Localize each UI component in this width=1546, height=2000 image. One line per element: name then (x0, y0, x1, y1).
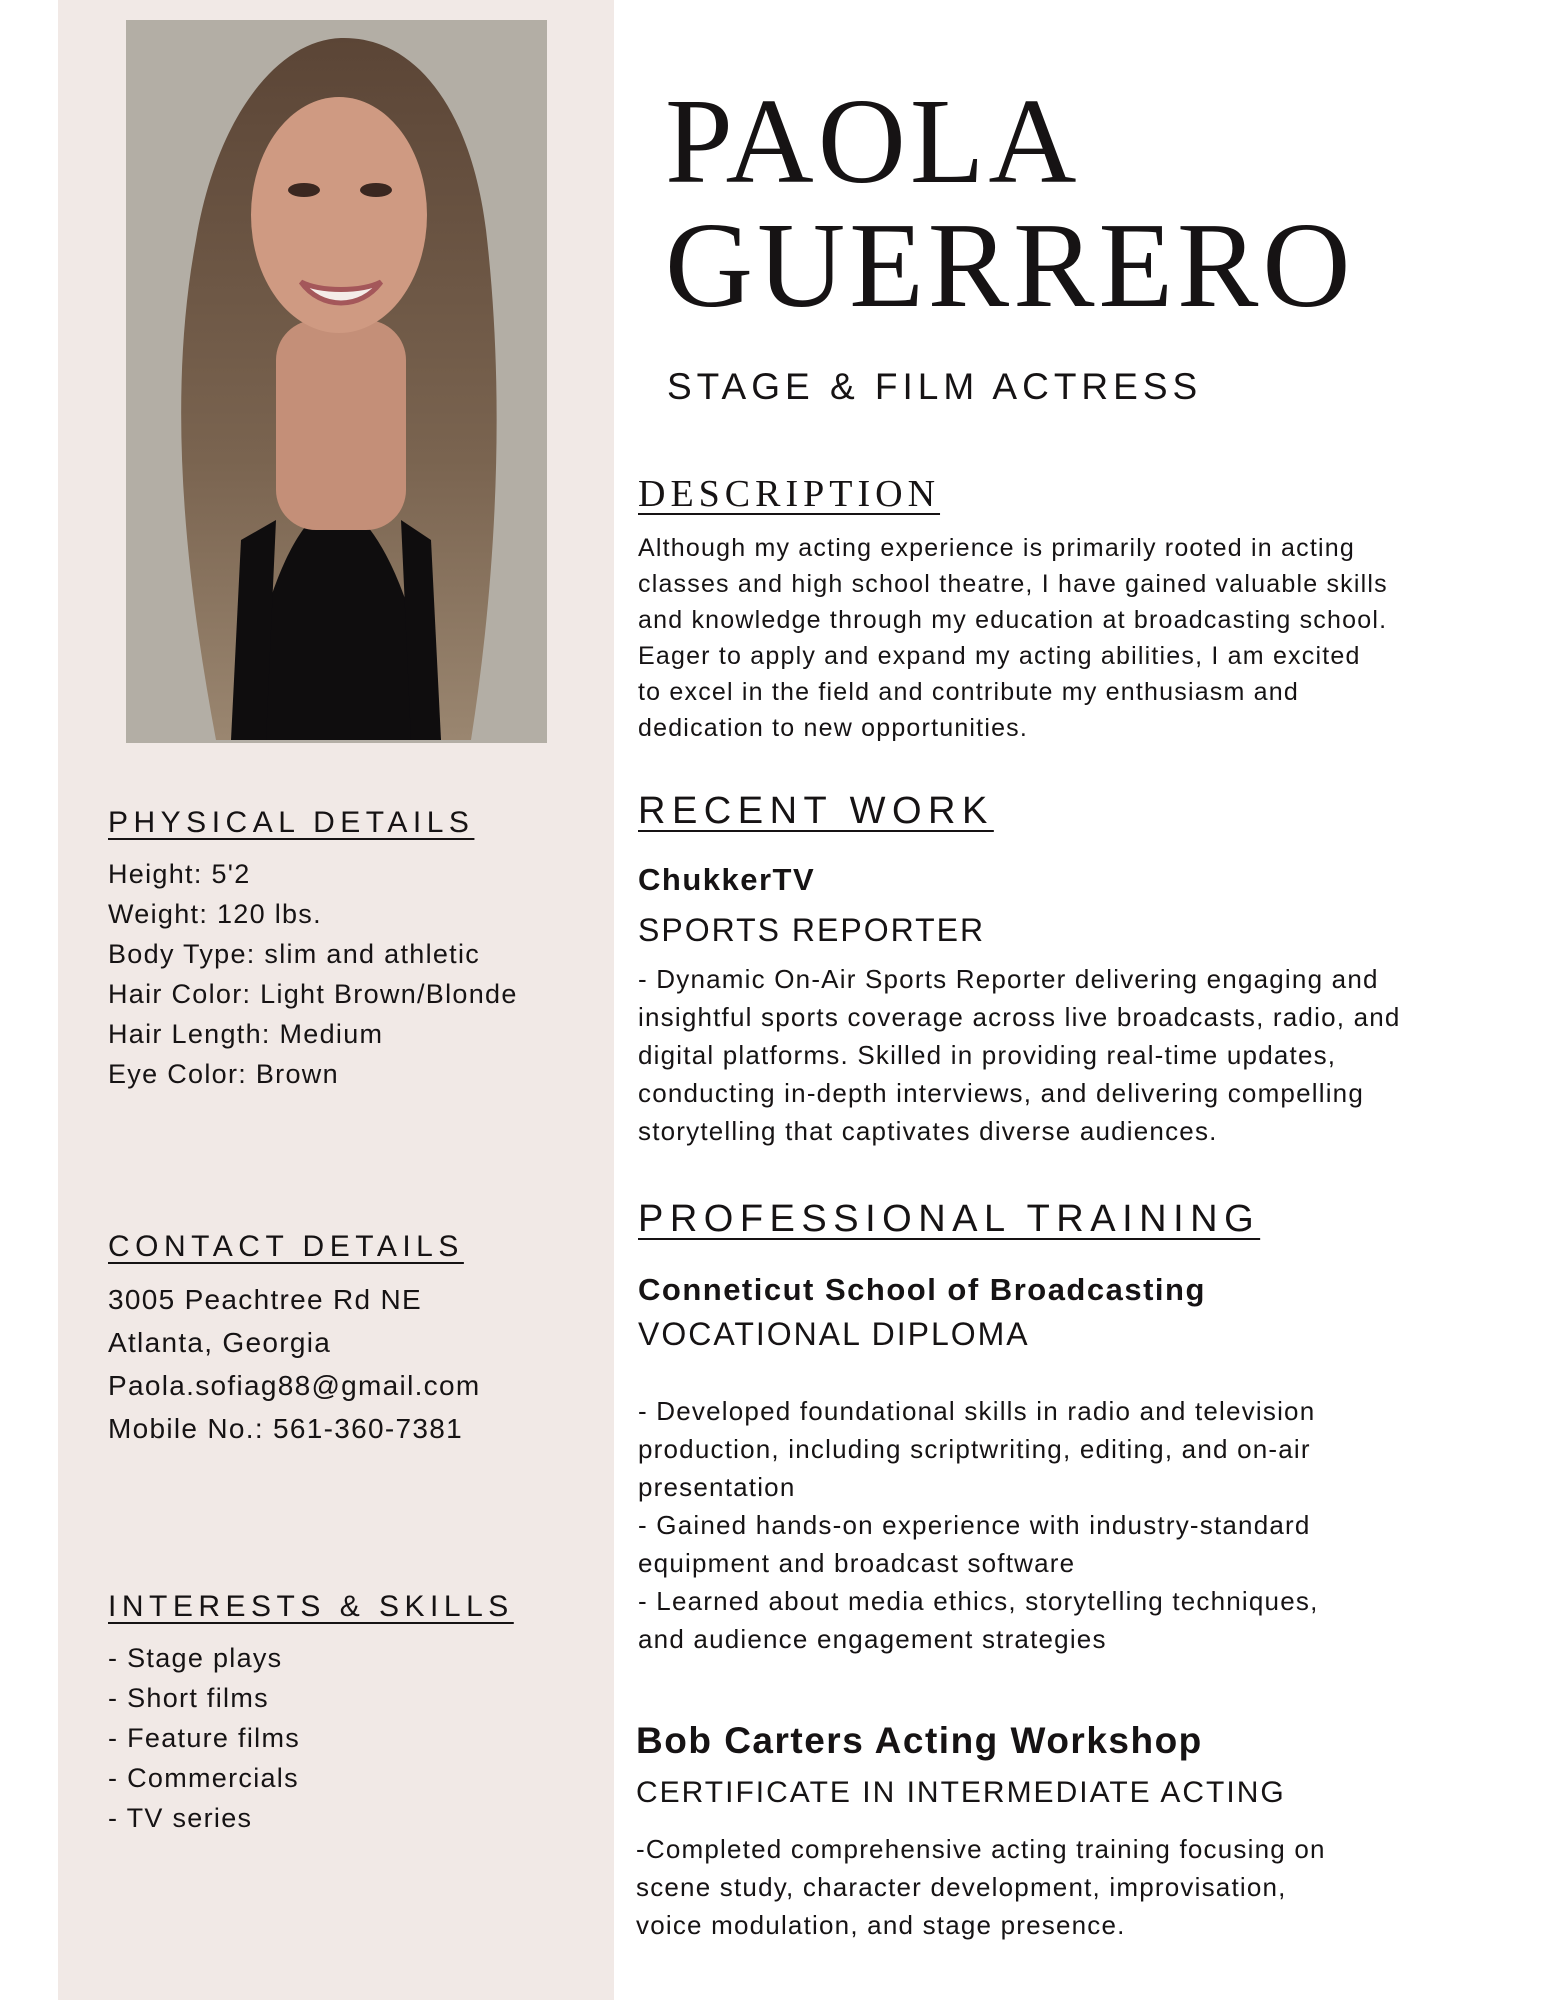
physical-item: Hair Color: Light Brown/Blonde (108, 979, 518, 1009)
training-line: and audience engagement strategies (638, 1624, 1107, 1654)
contact-details-heading: CONTACT DETAILS (108, 1230, 464, 1263)
recent-work-line: insightful sports coverage across live broadcasts, radio, and (638, 1002, 1401, 1032)
physical-details-section (108, 806, 588, 1094)
job-title: STAGE & FILM ACTRESS (667, 366, 1203, 407)
description-text (638, 530, 1388, 746)
skill-item: - Feature films (108, 1723, 301, 1753)
interests-skills-section (108, 1590, 588, 1838)
first-name: PAOLA (665, 74, 1081, 209)
contact-details-list (108, 1278, 588, 1450)
physical-item: Eye Color: Brown (108, 1059, 339, 1089)
training-line: voice modulation, and stage presence. (636, 1910, 1126, 1940)
training-line: presentation (638, 1472, 796, 1502)
recent-work-org: ChukkerTV (638, 862, 816, 897)
skill-item: - TV series (108, 1803, 253, 1833)
training-line: - Learned about media ethics, storytelling techniques, (638, 1586, 1319, 1616)
skill-item: - Stage plays (108, 1643, 283, 1673)
training-credential-1: VOCATIONAL DIPLOMA (638, 1316, 1030, 1352)
recent-work-line: storytelling that captivates diverse audiences. (638, 1116, 1218, 1146)
last-name: GUERRERO (665, 198, 1355, 333)
recent-work-heading: RECENT WORK (638, 790, 994, 832)
training-line: - Developed foundational skills in radio and television (638, 1396, 1316, 1426)
physical-details-list (108, 854, 588, 1094)
training-school-2: Bob Carters Acting Workshop (636, 1720, 1203, 1761)
training-line: production, including scriptwriting, editing, and on-air (638, 1434, 1311, 1464)
skill-item: - Short films (108, 1683, 269, 1713)
training-credential-2: CERTIFICATE IN INTERMEDIATE ACTING (636, 1776, 1286, 1809)
physical-details-heading: PHYSICAL DETAILS (108, 806, 475, 839)
skills-list (108, 1638, 588, 1838)
address-line: 3005 Peachtree Rd NE (108, 1284, 422, 1315)
description-line: Although my acting experience is primarily rooted in acting (638, 534, 1355, 562)
physical-item: Weight: 120 lbs. (108, 899, 322, 929)
description-line: Eager to apply and expand my acting abilities, I am excited (638, 642, 1361, 670)
recent-work-line: - Dynamic On-Air Sports Reporter delivering engaging and (638, 964, 1379, 994)
recent-work-line: conducting in-depth interviews, and delivering compelling (638, 1078, 1365, 1108)
headshot-photo (126, 20, 547, 743)
training-description-1 (638, 1392, 1319, 1658)
training-line: scene study, character development, improvisation, (636, 1872, 1287, 1902)
description-heading: DESCRIPTION (638, 473, 941, 515)
phone-number[interactable]: Mobile No.: 561-360-7381 (108, 1413, 463, 1444)
training-line: - Gained hands-on experience with industry-standard (638, 1510, 1311, 1540)
description-line: and knowledge through my education at broadcasting school. (638, 606, 1388, 634)
recent-work-line: digital platforms. Skilled in providing real-time updates, (638, 1040, 1337, 1070)
training-description-2 (636, 1830, 1326, 1944)
recent-work-description (638, 960, 1401, 1150)
training-line: equipment and broadcast software (638, 1548, 1076, 1578)
training-school-1: Conneticut School of Broadcasting (638, 1272, 1206, 1307)
interests-skills-heading: INTERESTS & SKILLS (108, 1590, 514, 1623)
city-line: Atlanta, Georgia (108, 1327, 332, 1358)
skill-item: - Commercials (108, 1763, 299, 1793)
description-line: to excel in the field and contribute my enthusiasm and (638, 678, 1299, 706)
professional-training-heading: PROFESSIONAL TRAINING (638, 1198, 1261, 1240)
email-link[interactable]: Paola.sofiag88@gmail.com (108, 1370, 481, 1401)
recent-work-role: SPORTS REPORTER (638, 912, 986, 948)
description-line: dedication to new opportunities. (638, 714, 1029, 742)
physical-item: Body Type: slim and athletic (108, 939, 481, 969)
physical-item: Height: 5'2 (108, 859, 251, 889)
physical-item: Hair Length: Medium (108, 1019, 384, 1049)
description-line: classes and high school theatre, I have gained valuable skills (638, 570, 1388, 598)
full-name (665, 74, 1355, 333)
training-line: -Completed comprehensive acting training focusing on (636, 1834, 1326, 1864)
contact-details-section (108, 1230, 588, 1450)
